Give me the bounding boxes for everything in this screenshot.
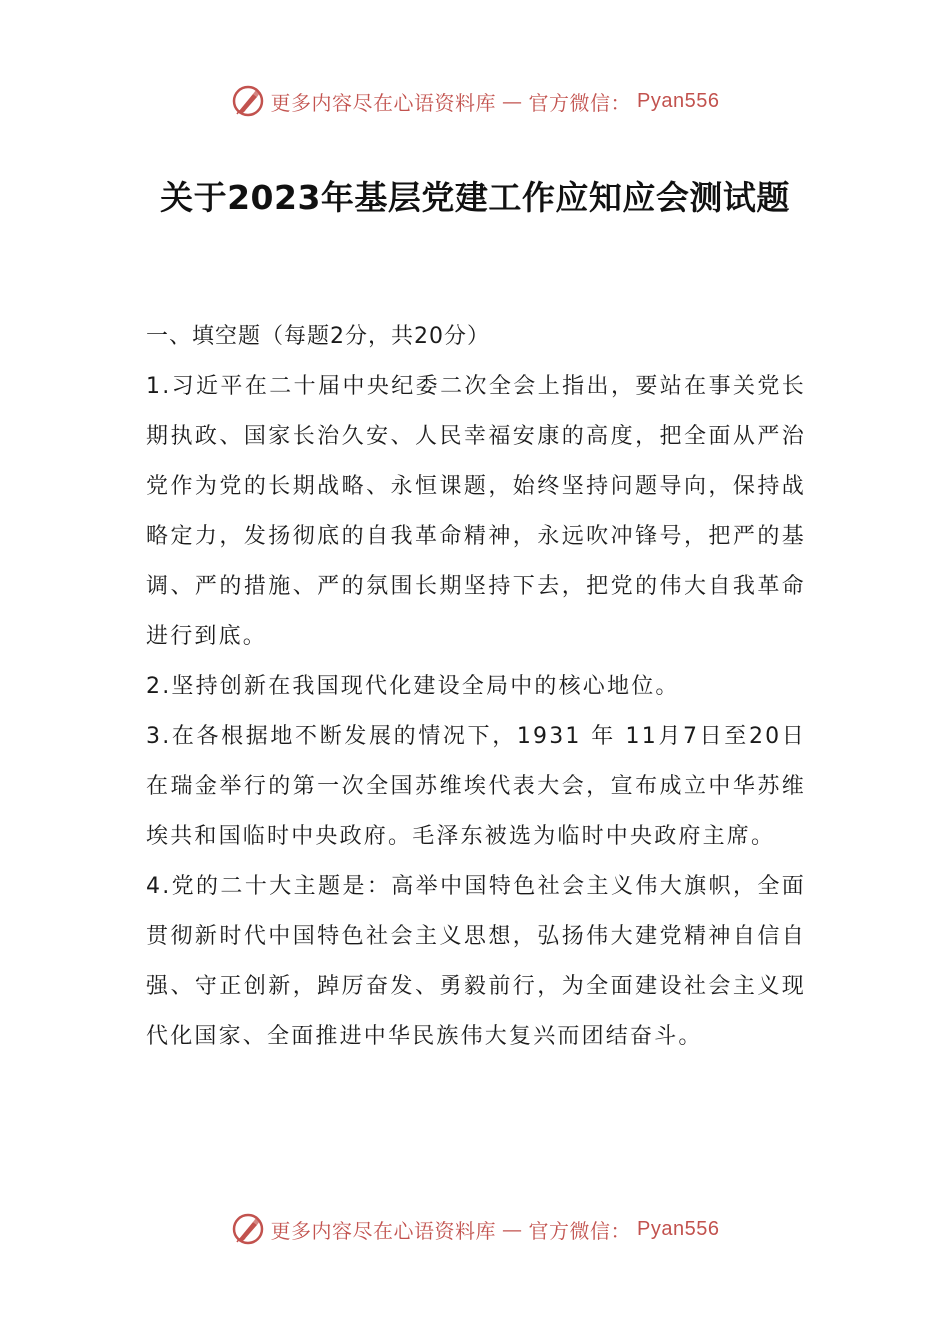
header-watermark (0, 84, 950, 118)
document-body (146, 312, 806, 1062)
question-item: 3.在各根据地不断发展的情况下，1931 年 11月7日至20日在瑞金举行的第一次全国苏维埃代表大会，宣布成立中华苏维埃共和国临时中央政府。毛泽东被选为临时中央政府主席。 (146, 724, 806, 849)
watermark-wechat-id: Pyan556 (637, 89, 720, 112)
watermark-separator: — (502, 89, 523, 113)
watermark-text: 更多内容尽在心语资料库 (270, 90, 497, 115)
watermark-wechat-id: Pyan556 (637, 1217, 720, 1240)
document-title: 关于2023年基层党建工作应知应会测试题 (160, 178, 790, 217)
watermark-wechat-label: 官方微信： (528, 1218, 632, 1243)
section-heading: 一、填空题（每题2分，共20分） (146, 324, 490, 349)
watermark-text: 更多内容尽在心语资料库 (270, 1218, 497, 1243)
watermark-separator: — (502, 1217, 523, 1241)
question-item: 1.习近平在二十届中央纪委二次全会上指出，要站在事关党长期执政、国家长治久安、人民幸福安康的高度，把全面从严治党作为党的长期战略、永恒课题，始终坚持问题导向，保持战略定力，发扬彻底的自我革命精神，永远吹冲锋号，把严的基调、严的措施、严的氛围长期坚持下去，把党的伟大自我革命进行到底。 (146, 374, 806, 649)
question-item: 2.坚持创新在我国现代化建设全局中的核心地位。 (146, 674, 680, 699)
pen-logo-icon (231, 84, 265, 118)
watermark-wechat-label: 官方微信： (528, 90, 632, 115)
pen-logo-icon (231, 1212, 265, 1246)
question-item: 4.党的二十大主题是：高举中国特色社会主义伟大旗帜，全面贯彻新时代中国特色社会主义思想，弘扬伟大建党精神自信自强、守正创新，踔厉奋发、勇毅前行，为全面建设社会主义现代化国家、全面推进中华民族伟大复兴而团结奋斗。 (146, 874, 806, 1049)
footer-watermark (0, 1212, 950, 1246)
